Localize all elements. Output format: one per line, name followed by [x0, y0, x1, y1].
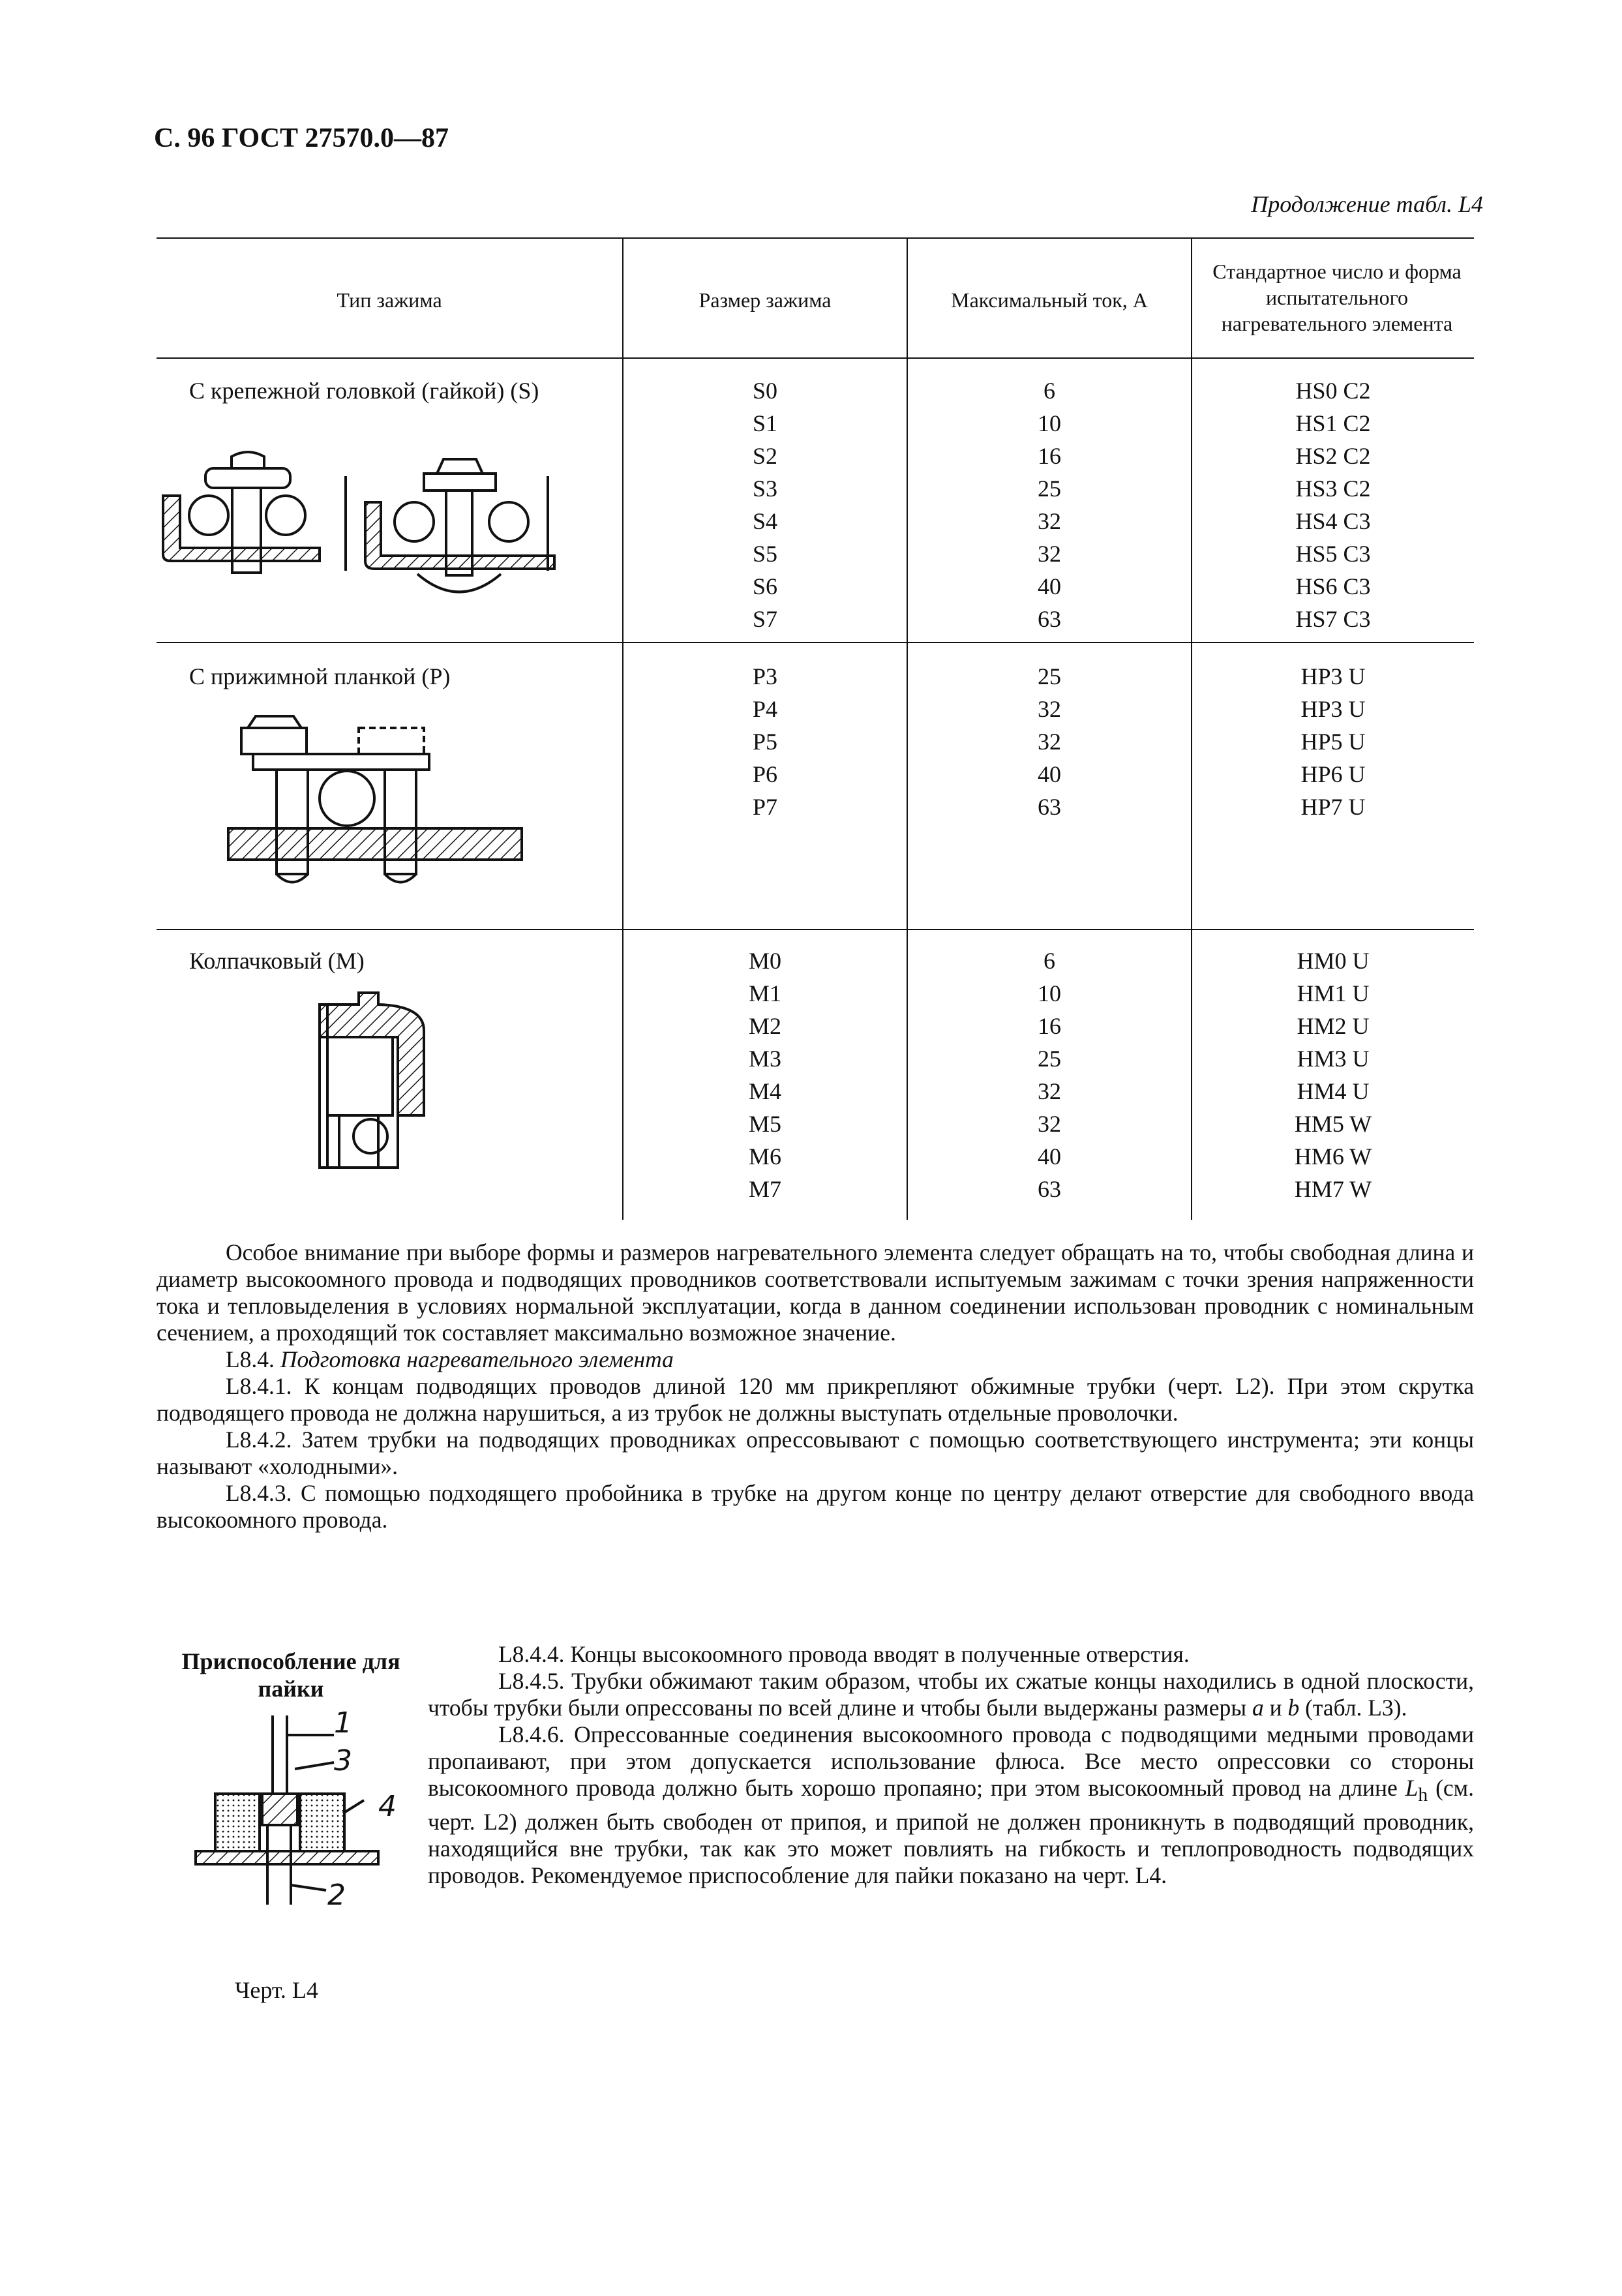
table-row-divider [157, 642, 1474, 643]
variable-b: b [1287, 1695, 1300, 1721]
page-header: С. 96 ГОСТ 27570.0—87 [154, 123, 449, 153]
paragraph-text: L8.4.3. С помощью подходящего пробойника в трубке на другом конце по центру делают отверстие для свободного ввода высокоомного провода. [157, 1480, 1474, 1533]
table-cell: 32 [1038, 1111, 1061, 1137]
table-cell: S3 [752, 476, 778, 502]
variable-L: L [1405, 1775, 1419, 1801]
table-continuation-caption: Продолжение табл. L4 [1251, 191, 1483, 217]
table-cell: HP3 U [1300, 663, 1366, 689]
section-heading [157, 1346, 1474, 1373]
table-cell: 32 [1038, 1078, 1061, 1104]
table-cell: HP5 U [1300, 729, 1366, 755]
table-cell: 6 [1044, 948, 1055, 974]
table-cell: P3 [752, 663, 778, 689]
table-cell: HS5 C3 [1295, 541, 1371, 567]
clamp-sizes [623, 374, 907, 635]
text-run: (см. черт. L2) должен быть свободен от припоя, и припой не должен проникнуть в подводящий проводник, находящийся вне трубки, так как это может повлиять на гибкость и теплопроводность подводящих проводов. Рекомендуемое приспособление для пайки показано на черт. L4. [428, 1775, 1475, 1889]
table-cell: 25 [1038, 663, 1061, 689]
table-header-cell: Размер зажима [698, 288, 832, 312]
table-cell: 32 [1038, 508, 1061, 534]
paragraph-text: Особое внимание при выборе формы и размеров нагревательного элемента следует обращать на то, чтобы свободная длина и диаметр высокоомного провода и подводящих проводников соответствовали испытуемым зажимам с точки зрения напряженности тока и тепловыделения в условиях нормальной эксплуатации, когда в данном соединении использован проводник с номинальным сечением, а проходящий ток составляет максимально возможное значение. [157, 1239, 1474, 1346]
figure-label: 4 [378, 1790, 397, 1823]
table-row-divider [157, 929, 1474, 930]
table-cell: 40 [1038, 1143, 1061, 1170]
table-cell: 32 [1038, 729, 1061, 755]
table-cell: M7 [748, 1176, 781, 1202]
table-cell: S1 [752, 410, 778, 436]
table-cell: 40 [1038, 761, 1061, 787]
table-cell: HM4 U [1297, 1078, 1370, 1104]
table-cell: M4 [748, 1078, 781, 1104]
max-currents [908, 944, 1191, 1205]
table-cell: 63 [1038, 794, 1061, 820]
table-cell: M6 [748, 1143, 781, 1170]
soldering-fixture-drawing [189, 1709, 411, 1924]
table-cell: HS1 C2 [1295, 410, 1371, 436]
paragraph-text: L8.4.4. Концы высокоомного провода вводят в полученные отверстия. [498, 1641, 1190, 1667]
table-cell: 6 [1044, 378, 1055, 404]
text-run: L8.4.6. Опрессованные соединения высокоомного провода с подводящими медными проводами пропаивают, при этом допускается использование флюса. Все место опрессовки со стороны высокоомного провода должно быть хорошо пропаяно; при этом высокоомный провод на длине [428, 1721, 1474, 1801]
variable-a: a [1252, 1695, 1264, 1721]
max-currents [908, 374, 1191, 635]
paragraph-text: L8.4.2. Затем трубки на подводящих проводниках опрессовывают с помощью соответствующего инструмента; эти концы называют «холодными». [157, 1427, 1474, 1479]
table-cell: HM1 U [1297, 980, 1370, 1006]
table-cell: 25 [1038, 1046, 1061, 1072]
section-title: Подготовка нагревательного элемента [280, 1346, 674, 1372]
table-cell: HP6 U [1300, 761, 1366, 787]
table-cell: 16 [1038, 443, 1061, 469]
text-run: L8.4.5. Трубки обжимают таким образом, чтобы их сжатые концы находились в одной плоскости, чтобы трубки были опрессованы по всей длине и чтобы были выдержаны размеры [428, 1668, 1474, 1721]
table-cell: M1 [748, 980, 781, 1006]
cap-clamp-drawing [313, 991, 443, 1187]
table-cell: S0 [752, 378, 778, 404]
paragraph-text [428, 1721, 1474, 1889]
table-cell: 25 [1038, 476, 1061, 502]
table-cell: 63 [1038, 1176, 1061, 1202]
table-cell: HM2 U [1297, 1013, 1370, 1039]
element-forms [1192, 374, 1474, 635]
table-cell: HS4 C3 [1295, 508, 1371, 534]
table-cell: M3 [748, 1046, 781, 1072]
text-run: (табл. L3). [1305, 1695, 1407, 1721]
table-cell: S7 [752, 606, 778, 632]
table-cell: HM7 W [1294, 1176, 1372, 1202]
clamp-type-label: С крепежной головкой (гайкой) (S) [189, 378, 539, 404]
paragraph-text [428, 1668, 1474, 1721]
figure-label: 3 [334, 1744, 352, 1777]
table-cell: HS0 C2 [1295, 378, 1371, 404]
figure-title: Приспособление для пайки [181, 1648, 400, 1702]
table-header-cell: Максимальный ток, А [951, 288, 1148, 312]
table-cell: S6 [752, 573, 778, 599]
table-cell: M0 [748, 948, 781, 974]
table-cell: M5 [748, 1111, 781, 1137]
pressure-plate-clamp-drawing [222, 711, 528, 894]
table-top-border [157, 237, 1474, 239]
table-cell: HS2 C2 [1295, 443, 1371, 469]
table-header-cell: Стандартное число и форма испытательного нагревательного элемента [1212, 260, 1462, 335]
table-cell: HS6 C3 [1295, 573, 1371, 599]
table-cell: P4 [752, 696, 778, 722]
clamp-type-label: С прижимной планкой (P) [189, 663, 451, 689]
table-cell: 63 [1038, 606, 1061, 632]
table-cell: HM5 W [1294, 1111, 1372, 1137]
paragraph [157, 1239, 1474, 1533]
table-cell: HP7 U [1300, 794, 1366, 820]
table-cell: S4 [752, 508, 778, 534]
table-header-cell: Тип зажима [337, 288, 442, 312]
table-cell: HS3 C2 [1295, 476, 1371, 502]
table-cell: 40 [1038, 573, 1061, 599]
paragraph-text: L8.4.1. К концам подводящих проводов длиной 120 мм прикрепляют обжимные трубки (черт. L2). При этом скрутка подводящего провода не должна нарушиться, а из трубок не должны выступать отдельные проволочки. [157, 1373, 1474, 1426]
paragraph-beside-figure [428, 1641, 1474, 1889]
table-cell: HM0 U [1297, 948, 1370, 974]
max-currents [908, 660, 1191, 823]
element-forms [1192, 660, 1474, 823]
clamp-type-label: Колпачковый (M) [189, 948, 365, 974]
table-cell: S2 [752, 443, 778, 469]
text-run: и [1269, 1695, 1282, 1721]
table-cell: S5 [752, 541, 778, 567]
table-cell: 10 [1038, 410, 1061, 436]
figure-label: 2 [327, 1879, 346, 1912]
table-cell: HM6 W [1294, 1143, 1372, 1170]
table-cell: HS7 C3 [1295, 606, 1371, 632]
table-cell: 32 [1038, 541, 1061, 567]
element-forms [1192, 944, 1474, 1205]
table-cell: P6 [752, 761, 778, 787]
subscript-h: h [1418, 1785, 1428, 1806]
table-cell: P5 [752, 729, 778, 755]
table-cell: P7 [752, 794, 778, 820]
screw-head-clamp-drawing [157, 430, 561, 600]
table-cell: HM3 U [1297, 1046, 1370, 1072]
table-header-border [157, 357, 1474, 359]
table-cell: 16 [1038, 1013, 1061, 1039]
clamp-sizes [623, 660, 907, 823]
table-cell: 10 [1038, 980, 1061, 1006]
table-cell: M2 [748, 1013, 781, 1039]
clamp-sizes [623, 944, 907, 1205]
table-cell: 32 [1038, 696, 1061, 722]
figure-label: 1 [334, 1709, 352, 1740]
table-cell: HP3 U [1300, 696, 1366, 722]
section-number: L8.4. [226, 1346, 275, 1372]
figure-caption: Черт. L4 [235, 1977, 318, 2003]
